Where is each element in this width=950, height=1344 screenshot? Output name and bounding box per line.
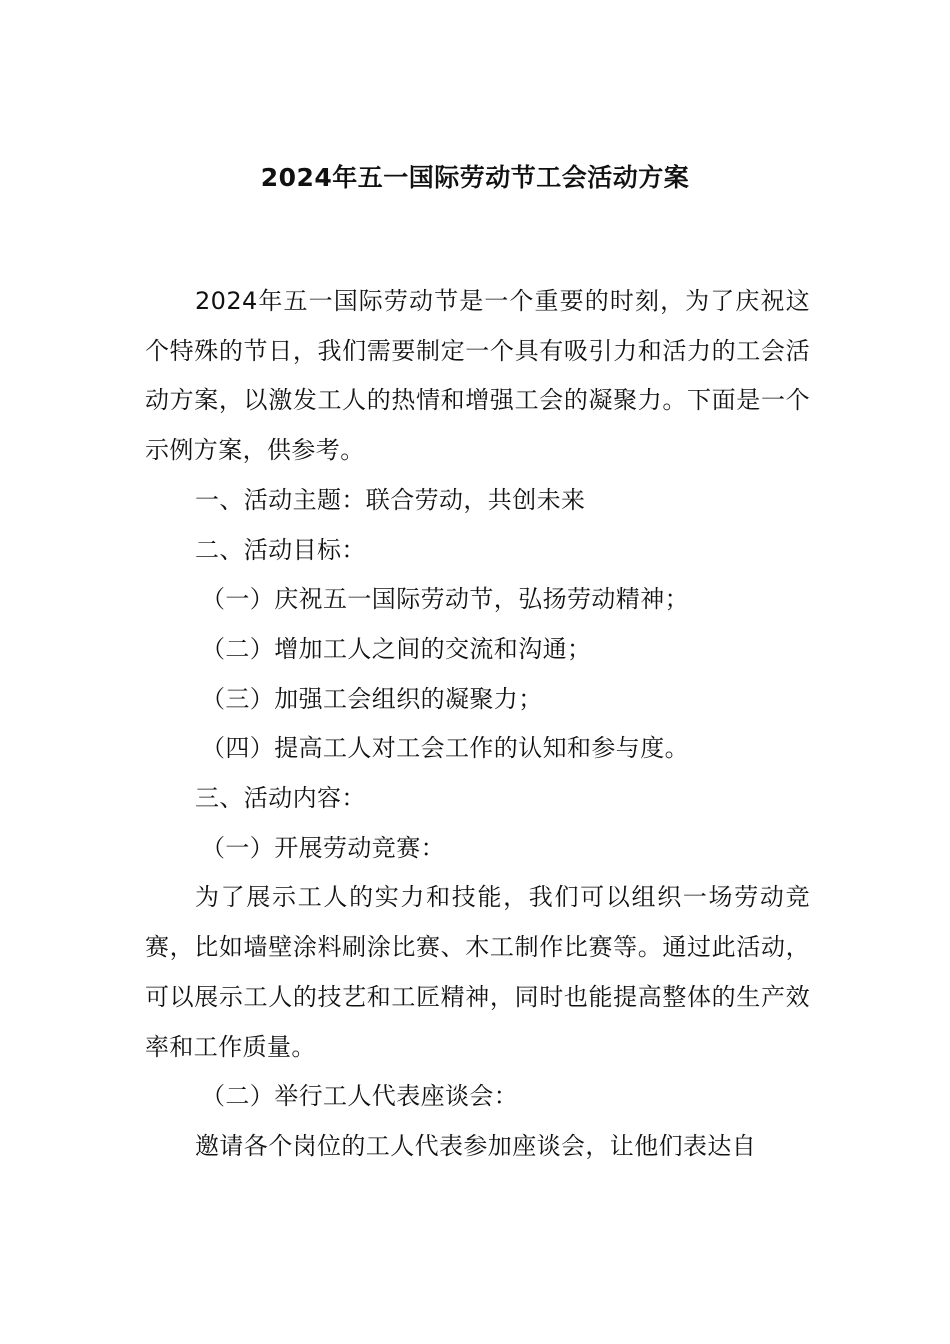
goal-item-2: （二）增加工人之间的交流和沟通； [201,634,592,663]
section-heading-theme: 一、活动主题：联合劳动，共创未来 [195,485,586,514]
intro-paragraph: 2024年五一国际劳动节是一个重要的时刻，为了庆祝这个特殊的节日，我们需要制定一个具有吸引力和活力的工会活动方案，以激发工人的热情和增强工会的凝聚力。下面是一个示例方案，供参考。 [145,287,810,465]
goal-item-4: （四）提高工人对工会工作的认知和参与度。 [201,734,689,763]
section-heading-content: 三、活动内容： [195,784,366,813]
content-item-2-heading: （二）举行工人代表座谈会： [201,1082,519,1111]
goal-item-1: （一）庆祝五一国际劳动节，弘扬劳动精神； [201,585,689,614]
content-item-1-body: 为了展示工人的实力和技能，我们可以组织一场劳动竞赛，比如墙壁涂料刷涂比赛、木工制作比赛等。通过此活动，可以展示工人的技艺和工匠精神，同时也能提高整体的生产效率和工作质量。 [145,883,810,1061]
section-heading-goals: 二、活动目标： [195,535,366,564]
content-item-2-body: 邀请各个岗位的工人代表参加座谈会，让他们表达自 [195,1131,757,1160]
document-title: 2024年五一国际劳动节工会活动方案 [260,163,690,192]
content-item-1-heading: （一）开展劳动竞赛： [201,833,445,862]
document-body [145,277,810,1172]
goal-item-3: （三）加强工会组织的凝聚力； [201,684,543,713]
